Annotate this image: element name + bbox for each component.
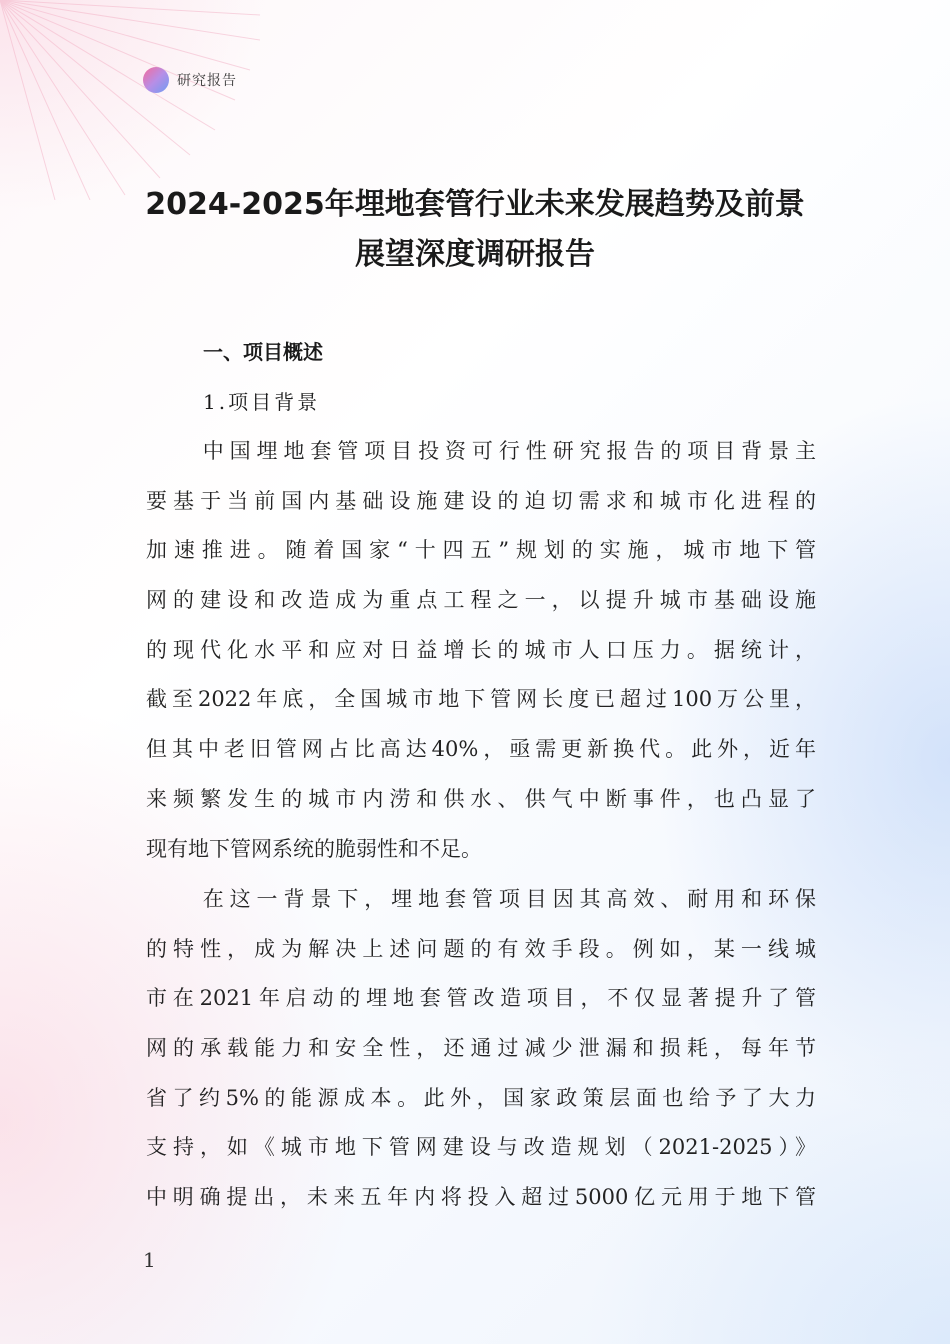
text-line: 加速推进。随着国家“十四五”规划的实施，城市地下管 xyxy=(146,538,816,563)
text-line: 但其中老旧管网占比高达40%，亟需更新换代。此外，近年 xyxy=(146,737,816,762)
subsection-heading: 1.项目背景 xyxy=(203,390,321,414)
decorative-rays xyxy=(0,0,260,200)
paragraph-2 xyxy=(146,875,816,1223)
title-line-2: 展望深度调研报告 xyxy=(355,237,595,272)
text-line: 网的承载能力和安全性，还通过减少泄漏和损耗，每年节 xyxy=(146,1036,816,1061)
text-line: 截至2022年底，全国城市地下管网长度已超过100万公里， xyxy=(146,687,816,712)
title-line-1: 2024-2025年埋地套管行业未来发展趋势及前景 xyxy=(145,187,805,222)
document-title xyxy=(120,180,830,280)
text-line: 市在2021年启动的埋地套管改造项目，不仅显著提升了管 xyxy=(146,986,816,1011)
page-number: 1 xyxy=(143,1248,156,1272)
text-line: 来频繁发生的城市内涝和供水、供气中断事件，也凸显了 xyxy=(146,786,816,811)
text-line: 省了约5%的能源成本。此外，国家政策层面也给予了大力 xyxy=(146,1085,816,1110)
text-line: 中国埋地套管项目投资可行性研究报告的项目背景主 xyxy=(202,439,816,463)
report-header xyxy=(143,67,237,93)
header-label: 研究报告 xyxy=(177,73,237,89)
text-line: 要基于当前国内基础设施建设的迫切需求和城市化进程的 xyxy=(146,488,816,513)
text-line: 在这一背景下，埋地套管项目因其高效、耐用和环保 xyxy=(202,887,816,911)
text-line: 网的建设和改造成为重点工程之一，以提升城市基础设施 xyxy=(146,588,816,613)
text-line: 支持，如《城市地下管网建设与改造规划（2021-2025）》 xyxy=(146,1135,816,1160)
paragraph-1 xyxy=(146,427,816,874)
logo-circle-icon xyxy=(143,67,169,93)
text-line: 中明确提出，未来五年内将投入超过5000亿元用于地下管 xyxy=(146,1185,816,1210)
text-line: 现有地下管网系统的脆弱性和不足。 xyxy=(146,836,482,861)
section-heading: 一、项目概述 xyxy=(203,340,323,364)
text-line: 的特性，成为解决上述问题的有效手段。例如，某一线城 xyxy=(146,936,816,961)
text-line: 的现代化水平和应对日益增长的城市人口压力。据统计， xyxy=(146,637,816,662)
